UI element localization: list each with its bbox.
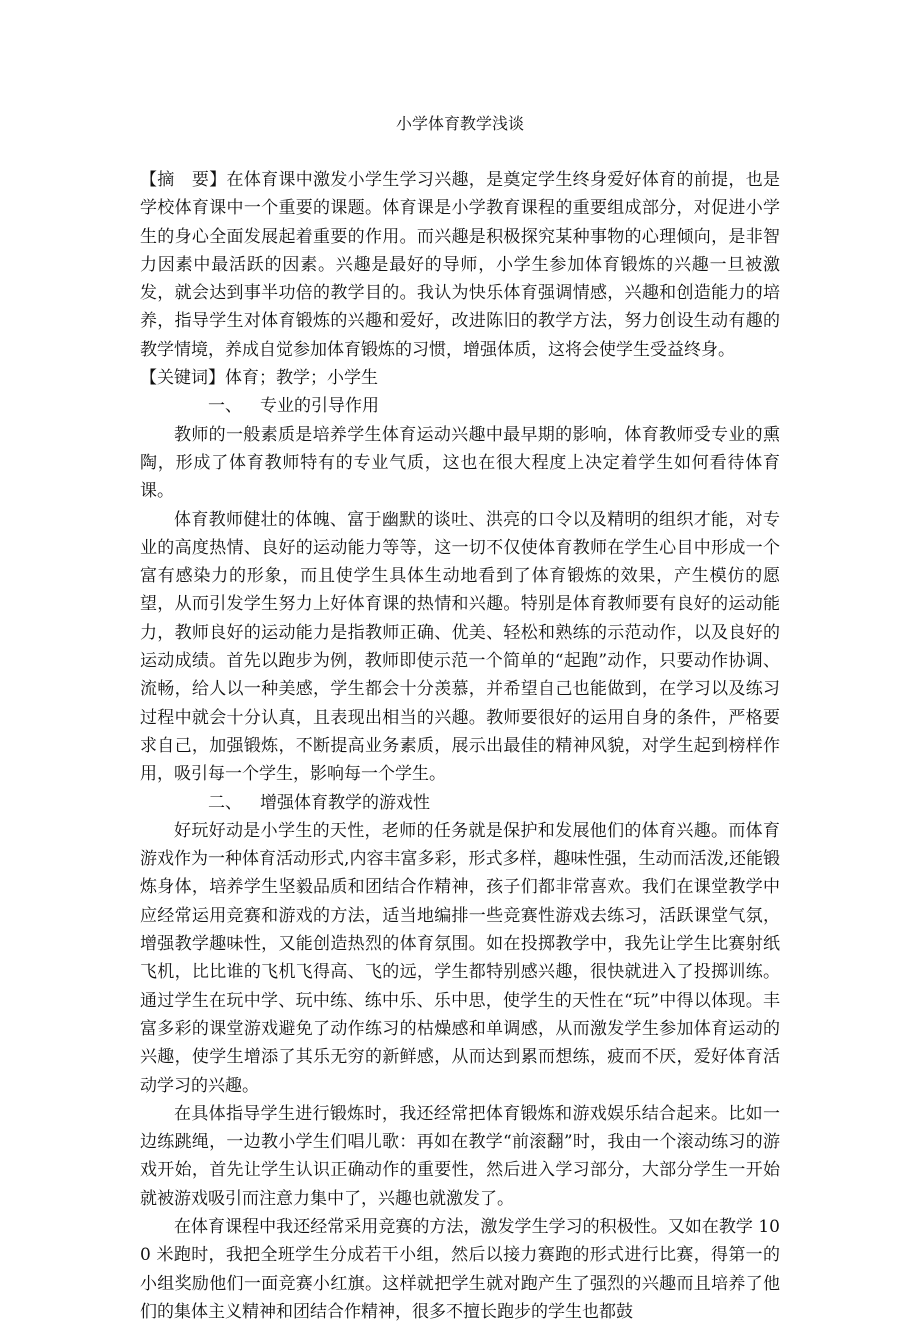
- body-paragraph: 好玩好动是小学生的天性，老师的任务就是保护和发展他们的体育兴趣。而体育游戏作为一种体育活动形式,内容丰富多彩，形式多样，趣味性强，生动而活泼,还能锻炼身体，培养学生坚毅品质和团结合作精神，孩子们都非常喜欢。我们在课堂教学中应经常运用竞赛和游戏的方法，适当地编排一些竞赛性游戏去练习，活跃课堂气氛，增强教学趣味性，又能创造热烈的体育氛围。如在投掷教学中，我先让学生比赛射纸飞机，比比谁的飞机飞得高、飞的远，学生都特别感兴趣，很快就进入了投掷训练。通过学生在玩中学、玩中练、练中乐、乐中思，使学生的天性在“玩”中得以体现。丰富多彩的课堂游戏避免了动作练习的枯燥感和单调感，从而激发学生参加体育运动的兴趣，使学生增添了其乐无穷的新鲜感，从而达到累而想练，疲而不厌，爱好体育活动学习的兴趣。: [140, 820, 780, 1096]
- abstract-text: 在体育课中激发小学生学习兴趣，是奠定学生终身爱好体育的前提，也是学校体育课中一个重要的课题。体育课是小学教育课程的重要组成部分，对促进小学生的身心全面发展起着重要的作用。而兴趣是积极探究某种事物的心理倾向，是非智力因素中最活跃的因素。兴趣是最好的导师，小学生参加体育锻炼的兴趣一旦被激发，就会达到事半功倍的教学目的。我认为快乐体育强调情感，兴趣和创造能力的培养，指导学生对体育锻炼的兴趣和爱好，改进陈旧的教学方法，努力创设生动有趣的教学情境，养成自觉参加体育锻炼的习惯，增强体质，这将会使学生受益终身。: [140, 170, 781, 360]
- section-heading-1: [140, 392, 780, 420]
- document-page: [140, 110, 780, 1326]
- body-paragraph: 教师的一般素质是培养学生体育运动兴趣中最早期的影响，体育教师受专业的熏陶，形成了体育教师特有的专业气质，这也在很大程度上决定着学生如何看待体育课。: [140, 424, 780, 502]
- section-heading-2: [140, 789, 780, 817]
- section-number: 二、: [208, 792, 242, 813]
- section-title: 增强体育教学的游戏性: [260, 792, 430, 813]
- body-paragraph: 在具体指导学生进行锻炼时，我还经常把体育锻炼和游戏娱乐结合起来。比如一边练跳绳，一边教小学生们唱儿歌：再如在教学“前滚翻”时，我由一个滚动练习的游戏开始，首先让学生认识正确动作的重要性，然后进入学习部分，大部分学生一开始就被游戏吸引而注意力集中了，兴趣也就激发了。: [140, 1103, 780, 1209]
- abstract-label: 【摘 要】: [140, 170, 227, 190]
- body-paragraph: 体育教师健壮的体魄、富于幽默的谈吐、洪亮的口令以及精明的组织才能，对专业的高度热情、良好的运动能力等等，这一切不仅使体育教师在学生心目中形成一个富有感染力的形象，而且使学生具体生动地看到了体育锻炼的效果，产生模仿的愿望，从而引发学生努力上好体育课的热情和兴趣。特别是体育教师要有良好的运动能力，教师良好的运动能力是指教师正确、优美、轻松和熟练的示范动作，以及良好的运动成绩。首先以跑步为例，教师即使示范一个简单的“起跑”动作，只要动作协调、流畅，给人以一种美感，学生都会十分羡慕，并希望自己也能做到，在学习以及练习过程中就会十分认真，且表现出相当的兴趣。教师要很好的运用自身的条件，严格要求自己，加强锻炼，不断提高业务素质，展示出最佳的精神风貌，对学生起到榜样作用，吸引每一个学生，影响每一个学生。: [140, 509, 780, 785]
- abstract-paragraph: [140, 166, 780, 364]
- section-title: 专业的引导作用: [260, 396, 379, 417]
- keywords-label: 【关键词】: [140, 368, 225, 389]
- document-title: 小学体育教学浅谈: [395, 114, 524, 133]
- keywords-text: 体育；教学；小学生: [225, 368, 378, 389]
- section-number: 一、: [208, 396, 242, 417]
- body-paragraph: 在体育课程中我还经常采用竞赛的方法，激发学生学习的积极性。又如在教学 100 米跑时，我把全班学生分成若干小组，然后以接力赛跑的形式进行比赛，得第一的小组奖励他们一面竞赛小红旗。这样就把学生就对跑产生了强烈的兴趣而且培养了他们的集体主义精神和团结合作精神，很多不擅长跑步的学生也都鼓: [140, 1216, 780, 1322]
- keywords-paragraph: [140, 364, 780, 392]
